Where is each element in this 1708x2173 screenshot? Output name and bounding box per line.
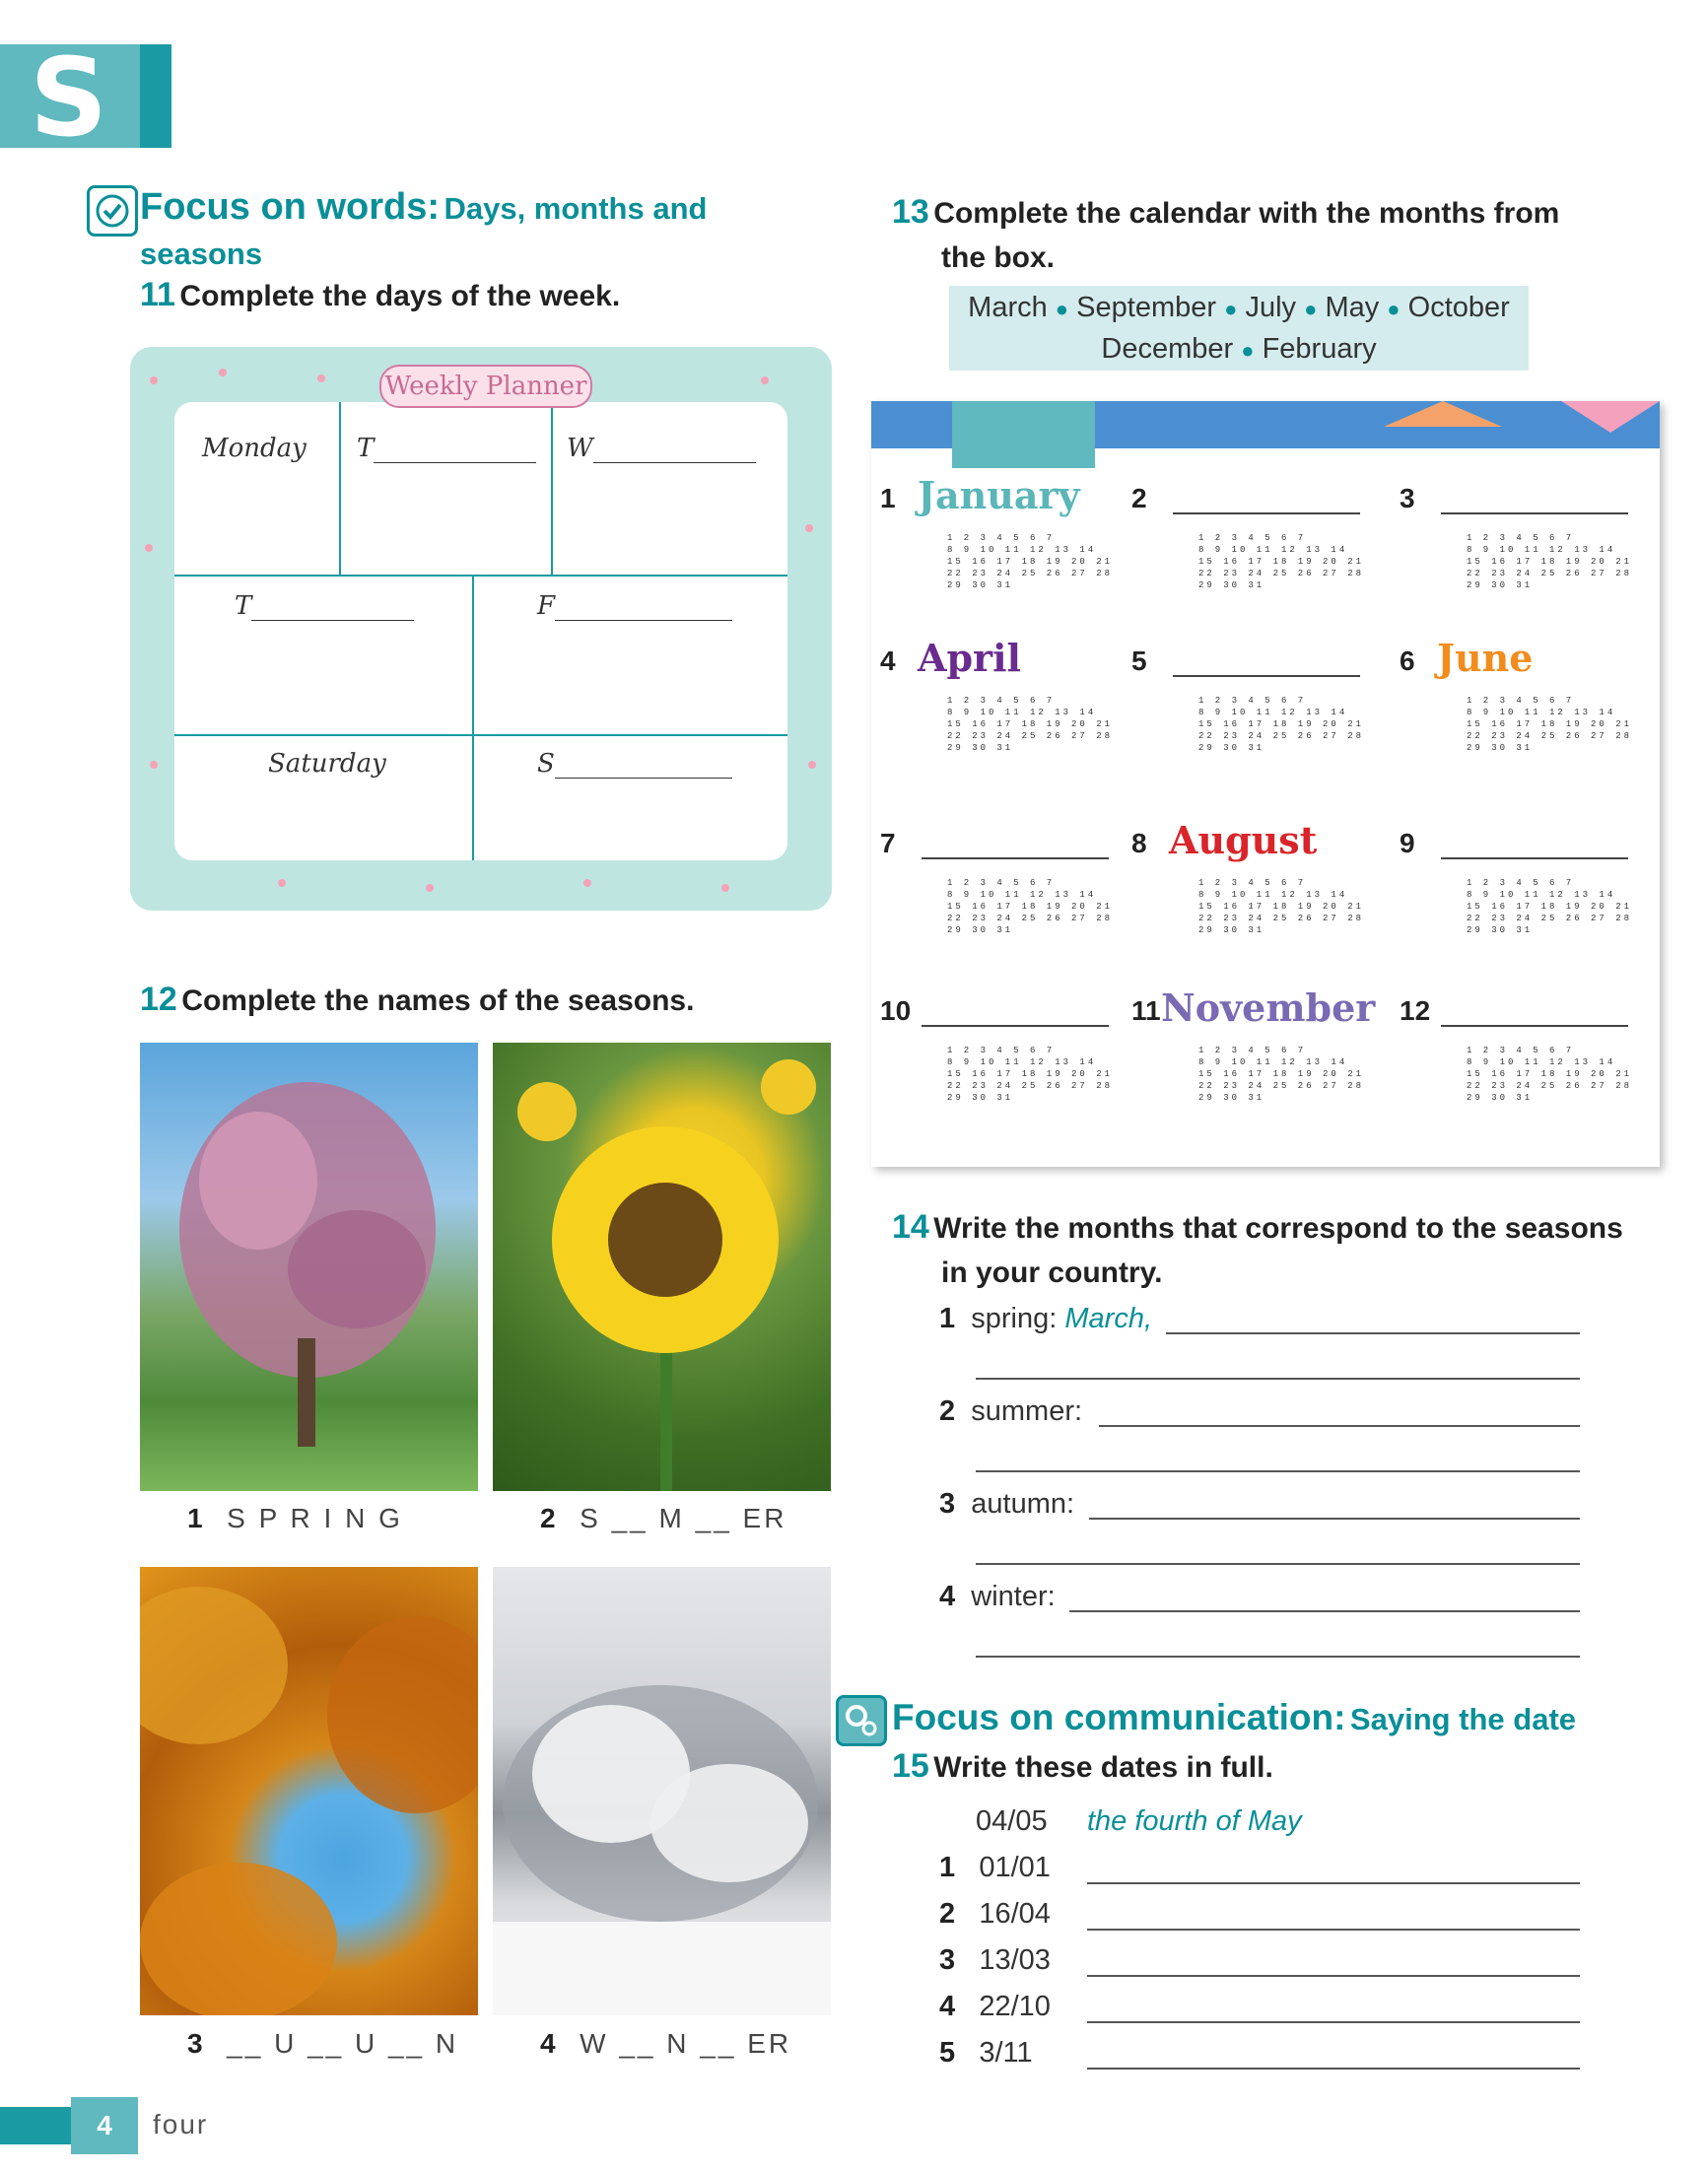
- mini-calendar-1: 1 2 3 4 5 6 7 8 9 10 11 12 13 14 15 16 17 18 19 20 21 22 23 24 25 26 27 28 29 30 31: [947, 533, 1114, 590]
- day-sunday[interactable]: S: [537, 749, 732, 779]
- ex14-number: 14: [892, 1208, 929, 1246]
- month-number-3: 3: [1400, 483, 1415, 513]
- ex14-line-3a[interactable]: [1089, 1518, 1580, 1520]
- word-may: May: [1325, 292, 1380, 323]
- ex14-item-3: 3 autumn:: [939, 1488, 1075, 1520]
- ex15-heading: [892, 1747, 1273, 1786]
- section-title-communication: [892, 1697, 1576, 1738]
- word-october: October: [1407, 292, 1510, 323]
- ex15-line-3[interactable]: [1087, 1975, 1580, 1977]
- day-tuesday[interactable]: T: [357, 434, 536, 463]
- ex12-number: 12: [140, 981, 177, 1018]
- ex13-heading: [892, 192, 1559, 283]
- month-blank-5[interactable]: [1173, 675, 1360, 677]
- mini-calendar-7: 1 2 3 4 5 6 7 8 9 10 11 12 13 14 15 16 17 18 19 20 21 22 23 24 25 26 27 28 29 30 31: [947, 878, 1114, 935]
- ex15-number: 15: [892, 1747, 929, 1785]
- month-number-8: 8: [1131, 828, 1147, 858]
- comm-title-main: Focus on communication:: [892, 1697, 1346, 1737]
- month-blank-3[interactable]: [1441, 512, 1628, 514]
- season-4[interactable]: 4 W __ N __ ER: [540, 2028, 792, 2059]
- ex15-line-5[interactable]: [1087, 2068, 1580, 2070]
- month-number-11: 11: [1131, 995, 1161, 1026]
- section-title-main: Focus on words:: [140, 186, 440, 228]
- word-september: September: [1076, 292, 1217, 323]
- mini-calendar-10: 1 2 3 4 5 6 7 8 9 10 11 12 13 14 15 16 17 18 19 20 21 22 23 24 25 26 27 28 29 30 31: [947, 1046, 1114, 1103]
- badge-strip: [140, 44, 171, 148]
- word-february: February: [1262, 333, 1377, 365]
- ex14-line-2b[interactable]: [976, 1470, 1580, 1472]
- month-number-12: 12: [1400, 995, 1431, 1026]
- ex15-item-5: 5 3/11: [939, 2037, 1033, 2069]
- mini-calendar-6: 1 2 3 4 5 6 7 8 9 10 11 12 13 14 15 16 17 18 19 20 21 22 23 24 25 26 27 28 29 30 31: [1467, 696, 1633, 753]
- day-monday: Monday: [202, 434, 307, 463]
- month-name-4: April: [918, 636, 1021, 680]
- calendar-header-band: [871, 401, 1660, 448]
- mini-calendar-5: 1 2 3 4 5 6 7 8 9 10 11 12 13 14 15 16 17 18 19 20 21 22 23 24 25 26 27 28 29 30 31: [1198, 696, 1365, 753]
- ex11-heading: [140, 276, 620, 314]
- mini-calendar-9: 1 2 3 4 5 6 7 8 9 10 11 12 13 14 15 16 17 18 19 20 21 22 23 24 25 26 27 28 29 30 31: [1467, 878, 1633, 935]
- ex15-line-1[interactable]: [1087, 1882, 1580, 1884]
- ex12-heading: [140, 981, 694, 1019]
- month-number-9: 9: [1400, 828, 1415, 858]
- ex13-instruction-1: Complete the calendar with the months from: [933, 197, 1560, 230]
- mini-calendar-2: 1 2 3 4 5 6 7 8 9 10 11 12 13 14 15 16 17 18 19 20 21 22 23 24 25 26 27 28 29 30 31: [1198, 533, 1365, 590]
- word-box: March ● September ● July ● May ● October December ● February: [949, 286, 1529, 371]
- ex14-line-4b[interactable]: [976, 1656, 1580, 1658]
- mini-calendar-3: 1 2 3 4 5 6 7 8 9 10 11 12 13 14 15 16 17 18 19 20 21 22 23 24 25 26 27 28 29 30 31: [1467, 533, 1633, 590]
- ex14-line-1b[interactable]: [976, 1378, 1580, 1380]
- month-number-5: 5: [1131, 645, 1147, 676]
- ex15-line-2[interactable]: [1087, 1929, 1580, 1931]
- season-2[interactable]: 2 S __ M __ ER: [540, 1503, 787, 1533]
- season-1: 1 S P R I N G: [187, 1503, 403, 1533]
- spring-photo: [140, 1043, 478, 1491]
- ex15-item-3: 3 13/03: [939, 1944, 1051, 1976]
- section-title-sub: Days, months and seasons: [140, 191, 708, 271]
- month-number-2: 2: [1131, 483, 1147, 513]
- ex15-instruction: Write these dates in full.: [933, 1751, 1273, 1784]
- footer-bar: [0, 2107, 77, 2144]
- ex14-line-3b[interactable]: [976, 1563, 1580, 1565]
- ex11-instruction: Complete the days of the week.: [179, 280, 621, 312]
- ex15-item-2: 2 16/04: [939, 1898, 1051, 1930]
- month-blank-2[interactable]: [1173, 512, 1360, 514]
- ex14-line-2a[interactable]: [1099, 1425, 1580, 1427]
- section-title-words: [140, 187, 771, 280]
- month-blank-7[interactable]: [922, 857, 1109, 859]
- ex13-instruction-2: the box.: [941, 241, 1056, 274]
- weekly-planner: [130, 347, 832, 911]
- ex11-number: 11: [140, 276, 175, 313]
- mini-calendar-4: 1 2 3 4 5 6 7 8 9 10 11 12 13 14 15 16 17 18 19 20 21 22 23 24 25 26 27 28 29 30 31: [947, 696, 1114, 753]
- summer-photo: [493, 1043, 831, 1491]
- planner-board: [174, 402, 787, 860]
- ex14-item-1: 1 spring: March,: [939, 1303, 1153, 1334]
- day-friday[interactable]: F: [537, 591, 732, 621]
- ex14-instruction-2: in your country.: [941, 1256, 1163, 1289]
- mini-calendar-8: 1 2 3 4 5 6 7 8 9 10 11 12 13 14 15 16 17 18 19 20 21 22 23 24 25 26 27 28 29 30 31: [1198, 878, 1365, 935]
- ex14-item-4: 4 winter:: [939, 1581, 1056, 1612]
- ex15-item-1: 1 01/01: [939, 1852, 1051, 1883]
- word-december: December: [1101, 333, 1234, 365]
- word-march: March: [968, 292, 1048, 323]
- ex15-item-4: 4 22/10: [939, 1991, 1051, 2022]
- month-number-4: 4: [880, 645, 896, 676]
- ex15-example-answer: the fourth of May: [1087, 1805, 1302, 1837]
- unit-badge: [0, 34, 148, 161]
- ex14-item-2: 2 summer:: [939, 1395, 1083, 1427]
- winter-photo: [493, 1567, 831, 2015]
- ex12-instruction: Complete the names of the seasons.: [181, 985, 695, 1017]
- month-number-7: 7: [880, 828, 896, 858]
- month-blank-10[interactable]: [922, 1025, 1109, 1027]
- season-3[interactable]: 3 __ U __ U __ N: [187, 2028, 459, 2059]
- month-name-1: January: [918, 473, 1080, 517]
- ex14-instruction-1: Write the months that correspond to the seasons: [933, 1212, 1623, 1245]
- word-july: July: [1245, 292, 1297, 323]
- check-icon: [87, 185, 138, 237]
- comm-title-sub: Saying the date: [1349, 1702, 1577, 1736]
- planner-title: Weekly Planner: [379, 365, 592, 408]
- month-name-6: June: [1437, 636, 1534, 680]
- ex13-number: 13: [892, 193, 929, 231]
- month-number-6: 6: [1400, 645, 1415, 676]
- mini-calendar-11: 1 2 3 4 5 6 7 8 9 10 11 12 13 14 15 16 17 18 19 20 21 22 23 24 25 26 27 28 29 30 31: [1198, 1046, 1365, 1103]
- day-wednesday[interactable]: W: [567, 434, 756, 463]
- mini-calendar-12: 1 2 3 4 5 6 7 8 9 10 11 12 13 14 15 16 17 18 19 20 21 22 23 24 25 26 27 28 29 30 31: [1467, 1046, 1633, 1103]
- ex15-example-date: 04/05: [976, 1805, 1048, 1837]
- month-blank-9[interactable]: [1441, 857, 1628, 859]
- ex14-line-1a[interactable]: [1166, 1332, 1580, 1334]
- page-number: 4: [71, 2097, 138, 2154]
- month-number-1: 1: [880, 483, 896, 513]
- unit-letter: S: [30, 34, 108, 161]
- day-saturday: Saturday: [268, 749, 386, 779]
- gears-icon: [836, 1695, 887, 1746]
- ex14-heading: [892, 1207, 1623, 1298]
- month-name-11: November: [1161, 985, 1376, 1030]
- autumn-photo: [140, 1567, 478, 2015]
- page-word: four: [153, 2109, 209, 2139]
- ex14-line-4a[interactable]: [1069, 1610, 1580, 1612]
- ex15-line-4[interactable]: [1087, 2021, 1580, 2023]
- month-number-10: 10: [880, 995, 912, 1026]
- month-blank-12[interactable]: [1441, 1025, 1628, 1027]
- day-thursday[interactable]: T: [235, 591, 414, 621]
- month-name-8: August: [1169, 818, 1318, 862]
